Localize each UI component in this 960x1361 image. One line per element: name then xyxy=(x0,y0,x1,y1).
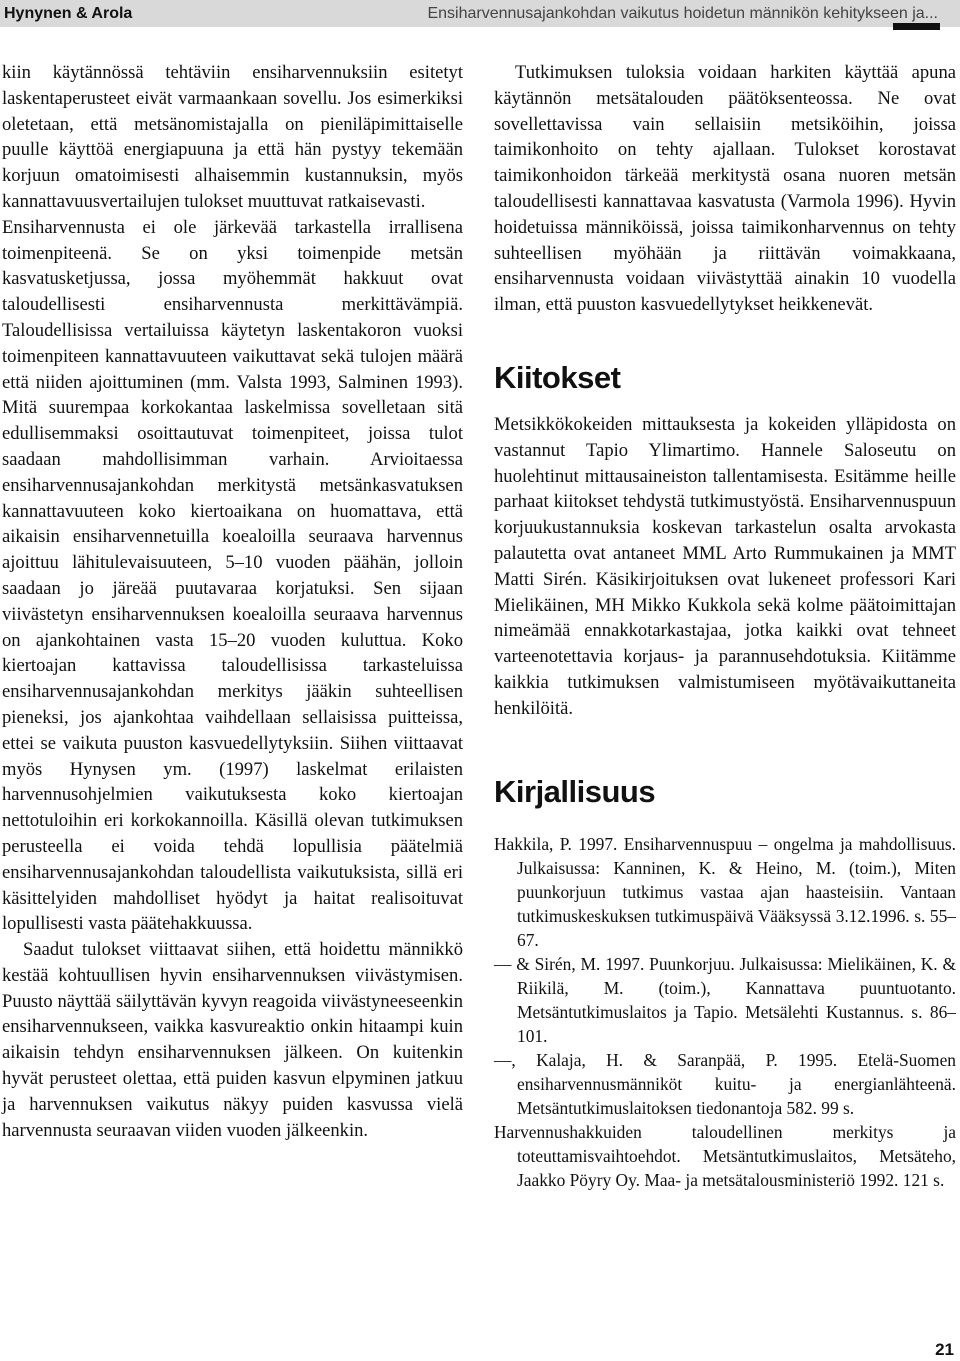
header-authors: Hynynen & Arola xyxy=(4,5,133,22)
header-decorative-bar xyxy=(893,23,940,30)
acknowledgements-heading: Kiitokset xyxy=(494,359,621,395)
body-paragraph: kiin käytännössä tehtäviin ensiharvennuksiin esitetyt laskentaperusteet eivät varmaankaan sovellu. Jos esimerkiksi oletetaan, että metsänomistajalla on pieniläpimittaiselle puulle käyttöä energiapuuna ja että hän pystyy tekemään korjuun omatoimisesti alhaisemmin kustannuksin, myös kannattavuusvertailujen tulokset muuttuvat ratkaisevasti. xyxy=(2,62,463,212)
running-header xyxy=(0,0,960,27)
body-paragraph: Tutkimuksen tuloksia voidaan harkiten käyttää apuna käytännön metsätalouden päätöksenteossa. Ne ovat sovellettavissa vain sellaisiin metsiköihin, joissa taimikonhoito on tehty ajallaan. Tulokset korostavat taimikonhoidon tärkeää merkitystä osana nuoren metsän taloudellisesti kannattavaa kasvatusta (Varmola 1996). Hyvin hoidetuissa männiköissä, joissa taimikonharvennus on tehty suhteellisen myöhään ja riittävän voimakkaana, ensiharvennusta voidaan viivästyttää ainakin 10 vuodella ilman, että puuston kasvuedellytykset heikkenevät. xyxy=(494,62,956,316)
body-paragraph: Saadut tulokset viittaavat siihen, että hoidettu männikkö kestää kohtuullisen hyvin ensiharvennuksen viivästymisen. Puusto näyttää säilyttävän kyvyn reagoida viivästyneeseenkin ensiharvennukseen, vaikka kasvureaktio onkin hitaampi kuin aikaisin tehdyn ensiharvennuksen jälkeen. On kuitenkin hyvät perusteet olettaa, että puiden kasvun elpyminen jatkuu ja harvennuksen vaikutus näkyy puiden kasvussa vielä harvennusta seuraavan viiden vuoden jälkeenkin. xyxy=(2,939,463,1141)
header-running-title: Ensiharvennusajankohdan vaikutus hoidetun männikön kehitykseen ja... xyxy=(427,5,938,22)
references-heading: Kirjallisuus xyxy=(494,773,656,809)
acknowledgements-paragraph: Metsikkökokeiden mittauksesta ja kokeiden ylläpidosta on vastannut Tapio Ylimartimo. Hannele Saloseutu on huolehtinut mittausaineiston tallentamisesta. Esitämme heille parhaat kiitokset tehdystä tutkimustyöstä. Ensiharvennuspuun korjuukustannuksia koskevan tarkastelun osalta arvokasta palautetta ovat antaneet MML Arto Rummukainen ja MMT Matti Sirén. Käsikirjoituksen ovat lukeneet professori Kari Mielikäinen, MH Mikko Kukkola sekä kolme päätoimittajan nimeämää ennakkotarkastajaa, jotka kaikki ovat tehneet varteenotettavia korjaus- ja parannusehdotuksia. Kiitämme kaikkia tutkimuksen valmistumiseen myötävaikuttaneita henkilöitä. xyxy=(494,413,956,719)
reference-item: —, Kalaja, H. & Saranpää, P. 1995. Etelä-Suomen ensiharvennusmänniköt kuitu- ja energianlähteenä. Metsäntutkimuslaitoksen tiedonantoja 582. 99 s. xyxy=(494,1049,956,1118)
reference-item: — & Sirén, M. 1997. Puunkorjuu. Julkaisussa: Mielikäinen, K. & Riikilä, M. (toim.), Kannattava puuntuotanto. Metsäntutkimuslaitos ja Tapio. Metsälehti Kustannus. s. 86–101. xyxy=(494,953,956,1046)
right-column xyxy=(494,60,956,1192)
reference-list xyxy=(494,832,956,1192)
left-column xyxy=(2,60,463,1143)
body-paragraph: Ensiharvennusta ei ole järkevää tarkastella irrallisena toimenpiteenä. Se on yksi toimenpide metsän kasvatusketjussa, jossa myöhemmät hakkuut ovat taloudellisesti ensiharvennusta merkittävämpiä. Taloudellisissa vertailuissa käytetyn laskentakoron vuoksi toimenpiteen kannattavuuteen vaikuttavat sekä tulojen määrä että niiden ajoittuminen (mm. Valsta 1993, Salminen 1993). Mitä suurempaa korkokantaa laskelmissa sovelletaan sitä edullisemmaksi osoittautuvat toimenpiteet, joissa tulot saadaan mahdollisimman varhain. Arvioitaessa ensiharvennusajankohdan merkitystä metsänkasvatuksen kannattavuuteen koko kiertoaikana on huomattava, että aikaisin ensiharvennetuilla koealoilla seuraava harvennus ajoittuu lähitulevaisuuteen, 5–10 vuoden päähän, jolloin saadaan jo järeää puutavaraa korjatuksi. Sen sijaan viivästetyn ensiharvennuksen koealoilla seuraava harvennus on ajankohtainen vasta 15–20 vuoden kuluttua. Koko kiertoajan kattavissa taloudellisissa tarkasteluissa ensiharvennusajankohdan merkitys jääkin suhteellisen pieneksi, jos ajankohtaa vaihdellaan sellaisissa puitteissa, ettei se vaikuta puuston kasvuedellytyksiin. Siihen viittaavat myös Hynysen ym. (1997) laskelmat erilaisten harvennusohjelmien vaikutuksesta koko kiertoajan nettotuloihin eri korkokannoilla. Käsillä olevan tutkimuksen perusteella ei voida tehdä lopullisia päätelmiä ensiharvennusajankohdan taloudellista vaikutuksista, sillä eri käsittelyiden mahdolliset hyödyt ja haitat realisoituvat lopullisesti vasta päätehakkuussa. xyxy=(2,216,463,935)
page-number: 21 xyxy=(935,1340,954,1359)
reference-item: Hakkila, P. 1997. Ensiharvennuspuu – ongelma ja mahdollisuus. Julkaisussa: Kanninen, K. & Heino, M. (toim.), Miten puunkorjuun tutkimus vastaa ajan haasteisiin. Vantaan tutkimuskeskuksen tutkimuspäivä Vääksyssä 3.12.1996. s. 55–67. xyxy=(494,833,956,950)
reference-item: Harvennushakkuiden taloudellinen merkitys ja toteuttamisvaihtoehdot. Metsäntutkimuslaitos, Metsäteho, Jaakko Pöyry Oy. Maa- ja metsätalousministeriö 1992. 121 s. xyxy=(494,1121,956,1190)
